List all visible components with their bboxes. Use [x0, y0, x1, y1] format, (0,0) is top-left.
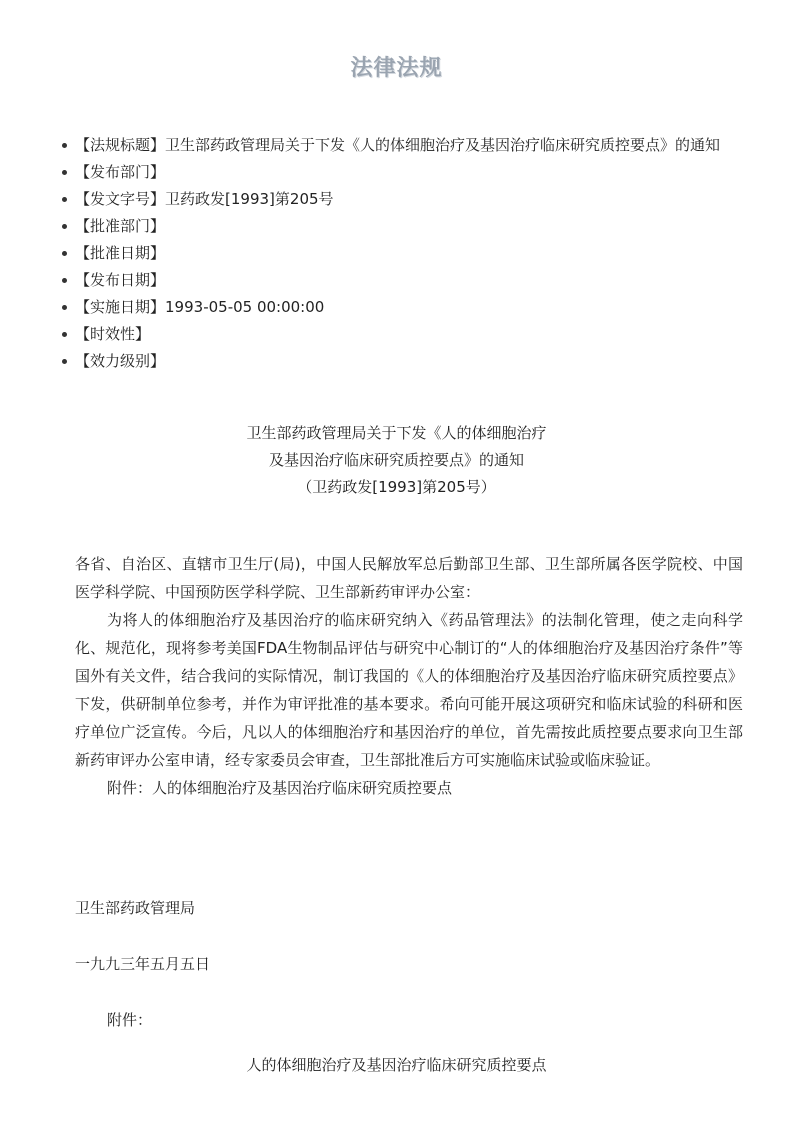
meta-label: 【效力级别】 — [75, 352, 166, 370]
meta-item-document-number — [75, 186, 735, 213]
notice-heading-line: 及基因治疗临床研究质控要点》的通知 — [268, 451, 524, 469]
bullet-icon — [62, 278, 67, 283]
notice-heading — [0, 420, 793, 501]
attachment-label: 附件： — [107, 1011, 153, 1029]
attachment-line: 附件：人的体细胞治疗及基因治疗临床研究质控要点 — [107, 779, 453, 797]
meta-label: 【时效性】 — [75, 325, 151, 343]
meta-item-effective-date — [75, 294, 735, 321]
meta-item-approval-department — [75, 213, 735, 240]
notice-heading-line: 卫生部药政管理局关于下发《人的体细胞治疗 — [246, 424, 547, 442]
metadata-list — [75, 132, 735, 375]
bullet-icon — [62, 251, 67, 256]
meta-item-validity — [75, 321, 735, 348]
meta-label: 【法规标题】 — [75, 136, 166, 154]
bullet-icon — [62, 305, 67, 310]
bullet-icon — [62, 332, 67, 337]
attachment-title: 人的体细胞治疗及基因治疗临床研究质控要点 — [246, 1056, 547, 1074]
bullet-icon — [62, 197, 67, 202]
meta-item-effect-level — [75, 348, 735, 375]
meta-label: 【发文字号】 — [75, 190, 166, 208]
bullet-icon — [62, 224, 67, 229]
meta-value: 卫生部药政管理局关于下发《人的体细胞治疗及基因治疗临床研究质控要点》的通知 — [165, 136, 721, 154]
meta-value: 卫药政发[1993]第205号 — [165, 190, 334, 208]
meta-label: 【发布日期】 — [75, 271, 166, 289]
meta-value: 1993-05-05 00:00:00 — [165, 298, 325, 316]
signer: 卫生部药政管理局 — [75, 899, 196, 917]
meta-item-publish-date — [75, 267, 735, 294]
bullet-icon — [62, 143, 67, 148]
notice-body — [75, 550, 743, 802]
body-paragraph: 为将人的体细胞治疗及基因治疗的临床研究纳入《药品管理法》的法制化管理，使之走向科学化、规范化，现将参考美国FDA生物制品评估与研究中心制订的“人的体细胞治疗及基因治疗条件”等国外有关文件，结合我问的实际情况，制订我国的《人的体细胞治疗及基因治疗临床研究质控要点》下发，供研制单位参考，并作为审评批准的基本要求。希向可能开展这项研究和临床试验的科研和医疗单位广泛宣传。今后，凡以人的体细胞治疗和基因治疗的单位，首先需按此质控要点要求向卫生部新药审评办公室申请，经专家委员会审查，卫生部批准后方可实施临床试验或临床验证。 — [75, 611, 743, 769]
bullet-icon — [62, 170, 67, 175]
sign-date: 一九九三年五月五日 — [75, 955, 211, 973]
meta-label: 【批准日期】 — [75, 244, 166, 262]
meta-item-approval-date — [75, 240, 735, 267]
bullet-icon — [62, 359, 67, 364]
meta-item-department — [75, 159, 735, 186]
meta-label: 【实施日期】 — [75, 298, 166, 316]
addressees: 各省、自治区、直辖市卫生厅(局)，中国人民解放军总后勤部卫生部、卫生部所属各医学院校、中国医学科学院、中国预防医学科学院、卫生部新药审评办公室： — [75, 555, 743, 601]
meta-label: 【发布部门】 — [75, 163, 166, 181]
meta-label: 【批准部门】 — [75, 217, 166, 235]
notice-document-number: （卫药政发[1993]第205号） — [297, 478, 496, 496]
page-title: 法律法规 — [350, 56, 443, 81]
meta-item-title — [75, 132, 735, 159]
